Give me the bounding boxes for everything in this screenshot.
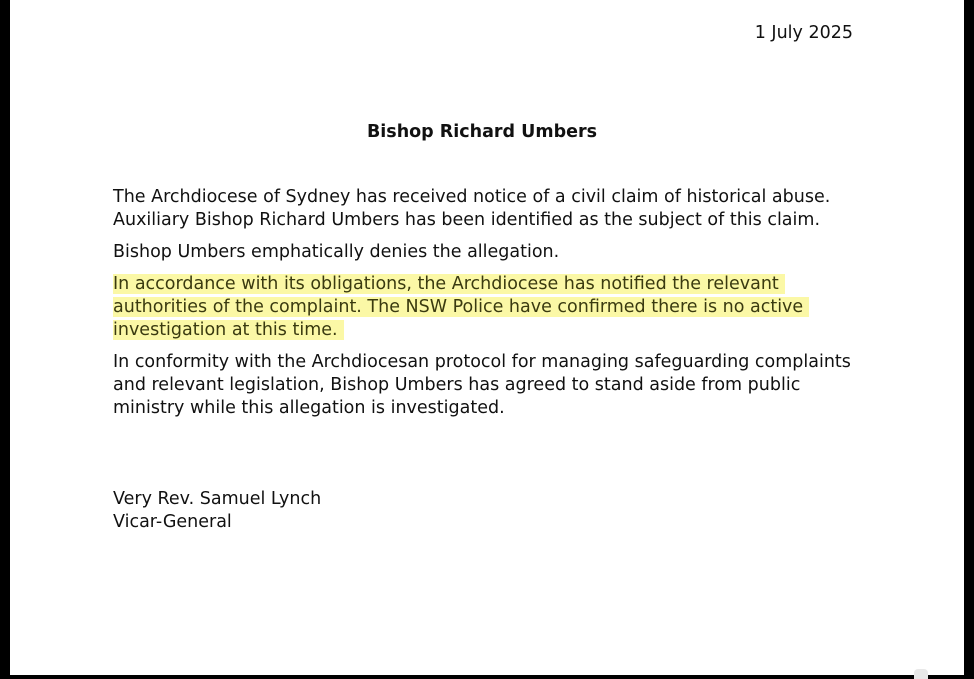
signatory-role: Vicar-General	[113, 512, 232, 532]
paragraph-text: In conformity with the Archdiocesan protocol for managing safeguarding complaints and relevant legislation, Bishop Umbers has agreed to stand aside from public ministry while this allegation is investigated.	[113, 352, 851, 418]
document-title: Bishop Richard Umbers	[366, 122, 598, 142]
document-date: 1 July 2025	[754, 23, 853, 43]
paragraph-text: Bishop Umbers emphatically denies the allegation.	[113, 242, 560, 262]
page-corner-mark	[914, 669, 928, 679]
signatory-name: Very Rev. Samuel Lynch	[113, 489, 322, 509]
signature-block	[113, 488, 321, 534]
document-page	[10, 0, 964, 675]
paragraph-stand-aside	[113, 351, 873, 420]
document-body	[113, 186, 873, 429]
paragraph-text: The Archdiocese of Sydney has received notice of a civil claim of historical abuse. Auxiliary Bishop Richard Umbers has been identified as the subject of this claim.	[113, 187, 831, 230]
paragraph-police-notification	[113, 273, 873, 342]
highlighted-text: In accordance with its obligations, the Archdiocese has notified the relevant authorities of the complaint. The NSW Police have confirmed there is no active investigation at this time.	[113, 274, 809, 340]
paragraph-denial	[113, 241, 873, 264]
paragraph-claim-notice	[113, 186, 873, 232]
